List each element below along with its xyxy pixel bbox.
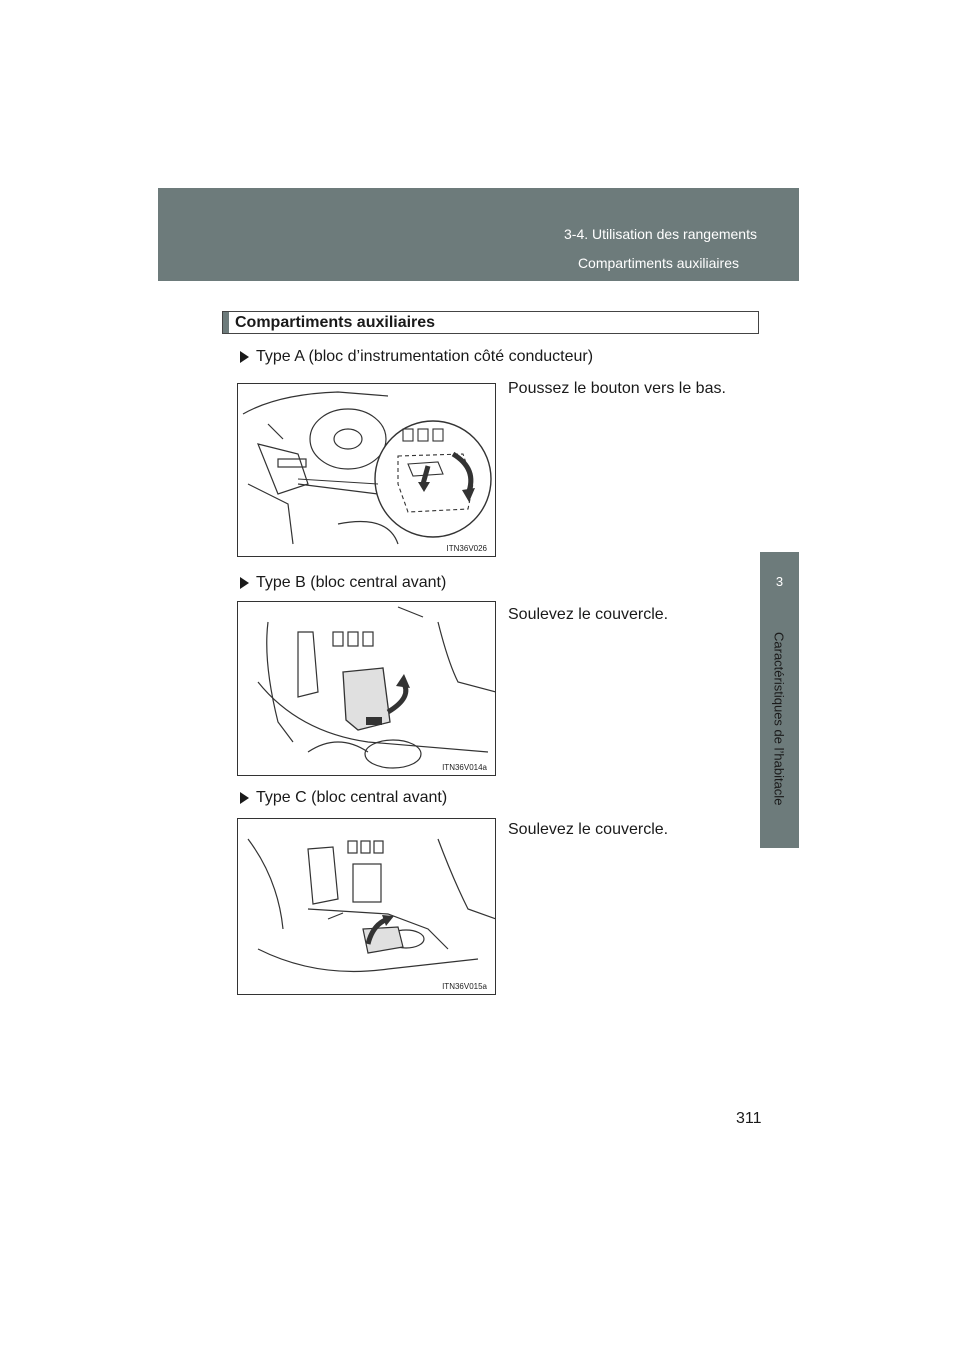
- chapter-title: Caractéristiques de l’habitacle: [771, 632, 787, 806]
- item-heading-text: Type C (bloc central avant): [256, 789, 448, 806]
- chapter-number: 3: [775, 574, 784, 589]
- dashboard-illustration: [238, 384, 496, 557]
- item-instruction-type-c: Soulevez le couvercle.: [508, 821, 669, 838]
- figure-code: ITN36V015a: [442, 982, 487, 991]
- center-console-illustration: [238, 602, 496, 776]
- bullet-triangle-icon: [240, 351, 249, 363]
- bullet-triangle-icon: [240, 577, 249, 589]
- figure-code: ITN36V026: [446, 544, 487, 553]
- section-title: Compartiments auxiliaires: [235, 313, 436, 331]
- figure-type-c: [237, 818, 496, 995]
- figure-code: ITN36V014a: [442, 763, 487, 772]
- bullet-triangle-icon: [240, 792, 249, 804]
- item-heading-text: Type B (bloc central avant): [256, 574, 447, 591]
- section-title-box: [222, 311, 759, 334]
- page-header: [158, 188, 799, 281]
- figure-type-b: [237, 601, 496, 776]
- header-section-title: 3-4. Utilisation des rangements: [564, 226, 757, 242]
- figure-type-a: [237, 383, 496, 557]
- section-title-accent: [223, 312, 229, 333]
- item-heading-type-b: [240, 574, 446, 592]
- header-subsection-title: Compartiments auxiliaires: [577, 255, 739, 271]
- item-heading-type-a: [240, 348, 593, 366]
- item-heading-type-c: [240, 789, 447, 807]
- item-instruction-type-b: Soulevez le couvercle.: [508, 606, 669, 623]
- page-number: 311: [736, 1110, 762, 1127]
- item-heading-text: Type A (bloc d’instrumentation côté conducteur): [256, 348, 594, 365]
- item-instruction-type-a: Poussez le bouton vers le bas.: [508, 380, 726, 397]
- center-console-lid-illustration: [238, 819, 496, 995]
